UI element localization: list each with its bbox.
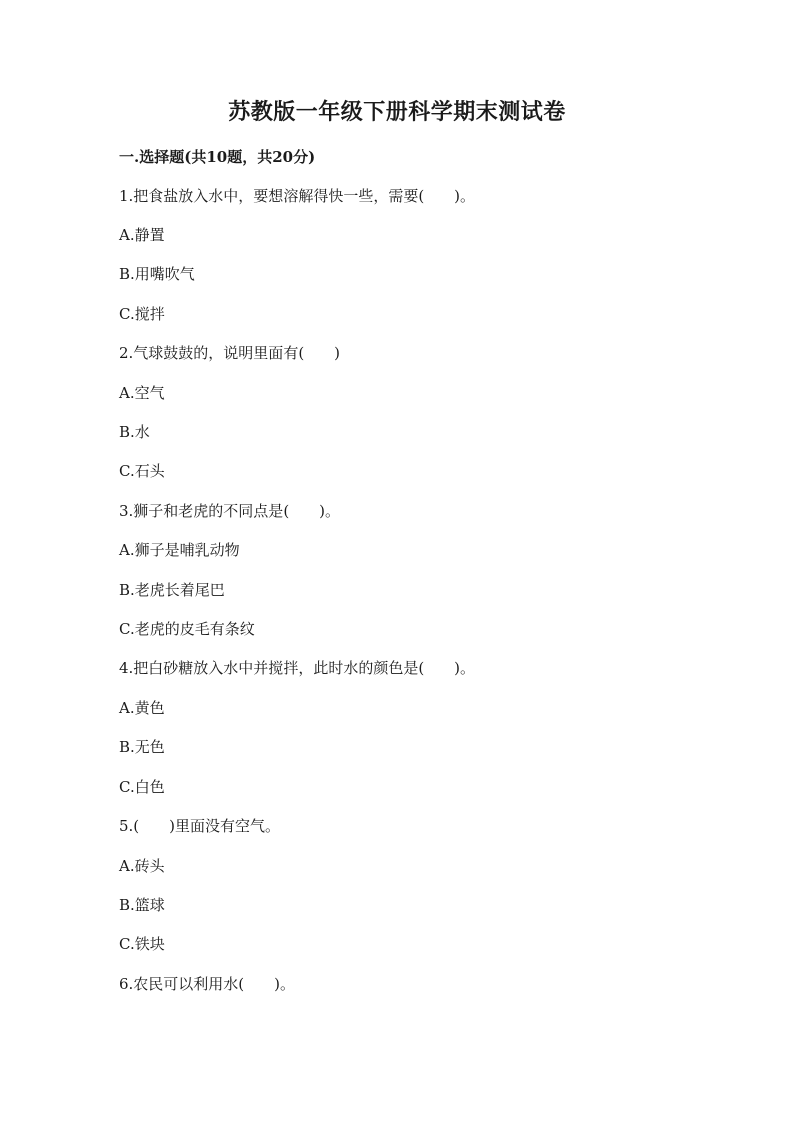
option-4a: A.黄色 — [119, 699, 165, 717]
question-5: 5.( )里面没有空气。 — [119, 817, 281, 835]
option-5b: B.篮球 — [119, 896, 165, 914]
option-1b: B.用嘴吹气 — [119, 265, 195, 283]
option-2c: C.石头 — [119, 462, 165, 480]
option-4c: C.白色 — [119, 778, 165, 796]
question-4: 4.把白砂糖放入水中并搅拌，此时水的颜色是( )。 — [119, 659, 476, 677]
option-1a: A.静置 — [119, 226, 165, 244]
option-1c: C.搅拌 — [119, 305, 165, 323]
question-2: 2.气球鼓鼓的，说明里面有( ) — [119, 344, 341, 362]
section-heading: 一.选择题(共10题，共20分) — [119, 148, 316, 166]
question-6: 6.农民可以利用水( )。 — [119, 975, 296, 993]
option-5a: A.砖头 — [119, 857, 165, 875]
option-2a: A.空气 — [119, 384, 165, 402]
option-3b: B.老虎长着尾巴 — [119, 581, 225, 599]
question-1: 1.把食盐放入水中，要想溶解得快一些，需要( )。 — [119, 187, 476, 205]
option-5c: C.铁块 — [119, 935, 165, 953]
option-3c: C.老虎的皮毛有条纹 — [119, 620, 255, 638]
option-3a: A.狮子是哺乳动物 — [119, 541, 240, 559]
question-3: 3.狮子和老虎的不同点是( )。 — [119, 502, 341, 520]
option-4b: B.无色 — [119, 738, 165, 756]
page-title: 苏教版一年级下册科学期末测试卷 — [228, 99, 566, 125]
option-2b: B.水 — [119, 423, 150, 441]
